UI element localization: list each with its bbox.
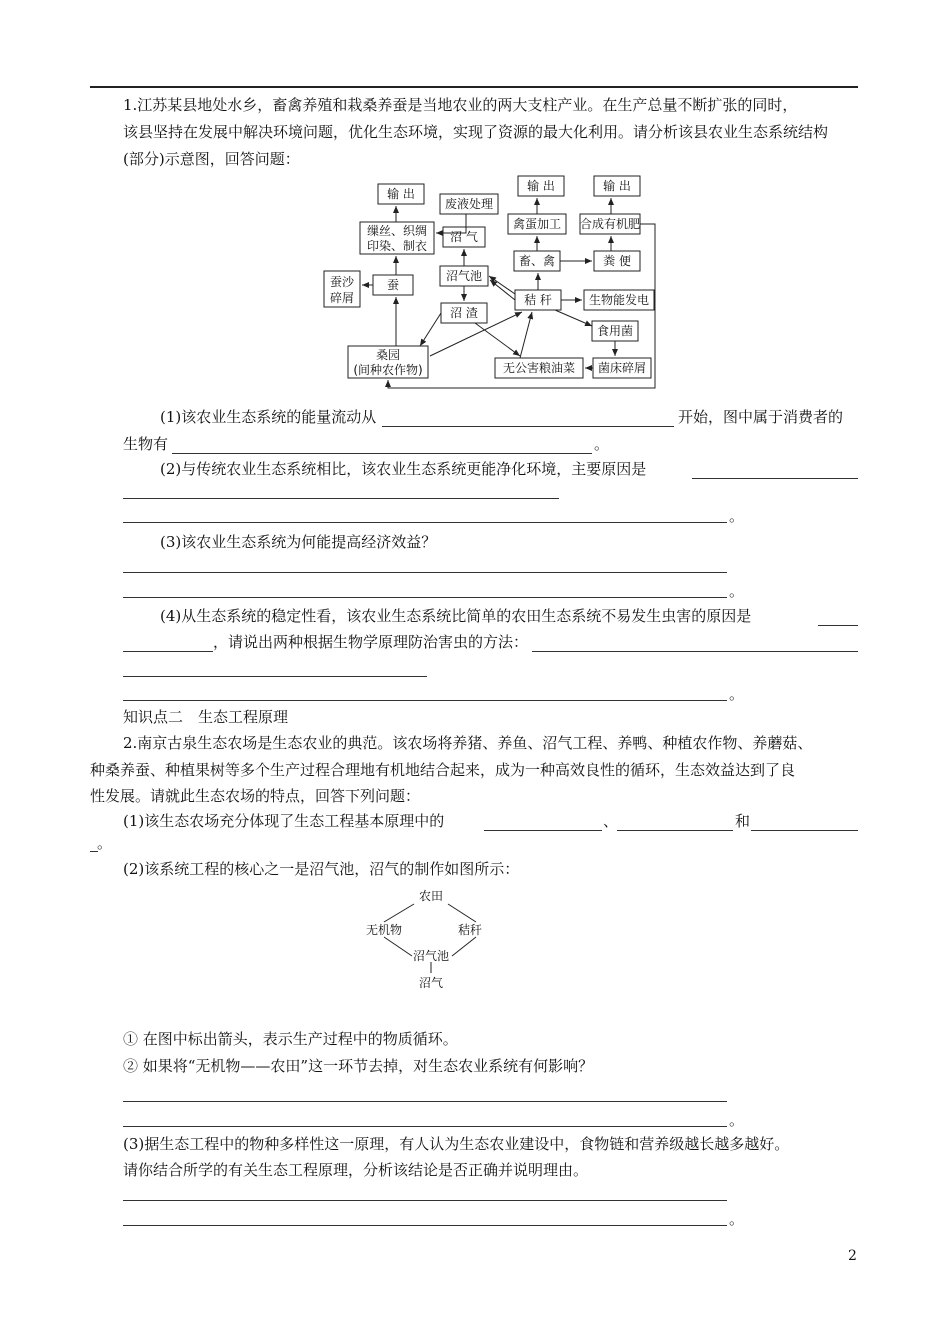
answer-line[interactable] xyxy=(172,453,592,454)
period: 。 xyxy=(729,685,745,703)
q1-part4-text-b: ，请说出两种根据生物学原理防治害虫的方法： xyxy=(213,633,529,651)
box-silkworm-waste-line1: 蚕沙 xyxy=(329,275,355,289)
q2-part3-line2: 请你结合所学的有关生态工程原理，分析该结论是否正确并说明理由。 xyxy=(123,1161,589,1179)
answer-line[interactable] xyxy=(123,522,727,523)
node-biogas: 沼气 xyxy=(418,976,444,990)
answer-line[interactable] xyxy=(123,1126,727,1127)
section-heading: 知识点二 生态工程原理 xyxy=(123,708,289,726)
box-organic-fertilizer: 合成有机肥 xyxy=(579,217,641,231)
box-biogas: 沼 气 xyxy=(450,230,478,244)
box-silk-line1: 缫丝、织绸 xyxy=(366,224,428,238)
q1-part3-text: (3)该农业生态系统为何能提高经济效益？ xyxy=(160,533,437,551)
box-straw: 秸 秆 xyxy=(524,293,552,307)
separator: 、 xyxy=(603,812,619,830)
answer-line[interactable] xyxy=(382,426,674,427)
answer-line[interactable] xyxy=(617,830,733,831)
answer-line[interactable] xyxy=(751,830,858,831)
and-word: 和 xyxy=(735,812,751,830)
box-mushroom-bed: 菌床碎屑 xyxy=(597,361,647,375)
q1-part1-text-c: 生物有 xyxy=(123,435,169,453)
biogas-cycle-diagram xyxy=(360,884,500,994)
box-output-right: 输 出 xyxy=(603,179,631,193)
q2-sub1: ① 在图中标出箭头，表示生产过程中的物质循环。 xyxy=(123,1030,458,1048)
answer-line[interactable] xyxy=(123,676,427,677)
top-rule xyxy=(90,86,858,88)
period: 。 xyxy=(594,435,610,453)
q1-part2-text: (2)与传统农业生态系统相比，该农业生态系统更能净化环境，主要原因是 xyxy=(160,460,647,478)
q1-intro-line1: 1.江苏某县地处水乡，畜禽养殖和栽桑养蚕是当地农业的两大支柱产业。在生产总量不断扩张的同时， xyxy=(123,96,798,114)
box-poultry-processing: 禽蛋加工 xyxy=(512,217,562,231)
box-manure: 粪 便 xyxy=(603,254,631,268)
period: 。 xyxy=(729,1111,745,1129)
box-silkworm-waste-line2: 碎屑 xyxy=(329,291,355,305)
q2-intro-line2: 种桑养蚕、种植果树等多个生产过程合理地有机地结合起来，成为一种高效良性的循环，生态效益达到了良 xyxy=(90,761,796,779)
box-output-mid: 输 出 xyxy=(527,179,555,193)
box-crops: 无公害粮油菜 xyxy=(502,361,576,375)
q2-part3-line1: (3)据生态工程中的物种多样性这一原理，有人认为生态农业建设中，食物链和营养级越长越多越好。 xyxy=(123,1135,790,1153)
box-mushroom: 食用菌 xyxy=(596,324,634,338)
box-bio-power: 生物能发电 xyxy=(588,293,650,307)
answer-line[interactable] xyxy=(123,1200,727,1201)
box-residue: 沼 渣 xyxy=(450,306,478,320)
q2-sub2: ② 如果将“无机物——农田”这一环节去掉，对生态农业系统有何影响？ xyxy=(123,1057,594,1075)
answer-line[interactable] xyxy=(123,597,727,598)
answer-line[interactable] xyxy=(123,498,559,499)
q1-part1-text: (1)该农业生态系统的能量流动从 xyxy=(160,408,377,426)
box-mulberry-line1: 桑园 xyxy=(375,348,401,362)
box-waste-liquid: 废液处理 xyxy=(444,197,494,211)
period: 。 xyxy=(729,582,745,600)
box-silk-line2: 印染、制衣 xyxy=(366,239,428,253)
answer-line[interactable] xyxy=(532,651,858,652)
box-output-left: 输 出 xyxy=(387,187,415,201)
q1-part1-text-b: 开始，图中属于消费者的 xyxy=(678,408,844,426)
q2-intro-line1: 2.南京古泉生态农场是生态农业的典范。该农场将养猪、养鱼、沼气工程、养鸭、种植农作物、养蘑菇、 xyxy=(123,734,813,752)
node-inorganic: 无机物 xyxy=(365,923,403,937)
answer-line[interactable] xyxy=(484,830,602,831)
q1-part4-text: (4)从生态系统的稳定性看，该农业生态系统比简单的农田生态系统不易发生虫害的原因是 xyxy=(160,607,752,625)
answer-line[interactable] xyxy=(123,1225,727,1226)
q2-part1-text: (1)该生态农场充分体现了生态工程基本原理中的 xyxy=(123,812,445,830)
period: 。 xyxy=(97,834,113,852)
period: 。 xyxy=(729,507,745,525)
answer-line[interactable] xyxy=(123,1101,727,1102)
answer-line[interactable] xyxy=(123,700,727,701)
answer-line[interactable] xyxy=(123,651,213,652)
box-digester: 沼气池 xyxy=(445,269,483,283)
answer-line[interactable] xyxy=(692,478,858,479)
page-number: 2 xyxy=(848,1248,857,1264)
q1-intro-line2: 该县坚持在发展中解决环境问题，优化生态环境，实现了资源的最大化利用。请分析该县农业生态系统结构 xyxy=(123,123,829,141)
box-silkworm: 蚕 xyxy=(386,278,400,292)
answer-line[interactable] xyxy=(123,572,727,573)
node-straw: 秸秆 xyxy=(457,923,483,937)
node-farmland: 农田 xyxy=(418,889,444,903)
answer-line[interactable] xyxy=(818,625,858,626)
q2-intro-line3: 性发展。请就此生态农场的特点，回答下列问题： xyxy=(90,787,421,805)
q1-intro-line3: (部分)示意图，回答问题： xyxy=(123,150,300,168)
box-livestock: 畜、禽 xyxy=(518,254,556,268)
agro-ecosystem-diagram xyxy=(318,172,668,400)
node-digester: 沼气池 xyxy=(412,949,450,963)
box-mulberry-line2: (间种农作物) xyxy=(353,363,423,377)
q2-part2-text: (2)该系统工程的核心之一是沼气池，沼气的制作如图所示： xyxy=(123,860,520,878)
period: 。 xyxy=(729,1210,745,1228)
